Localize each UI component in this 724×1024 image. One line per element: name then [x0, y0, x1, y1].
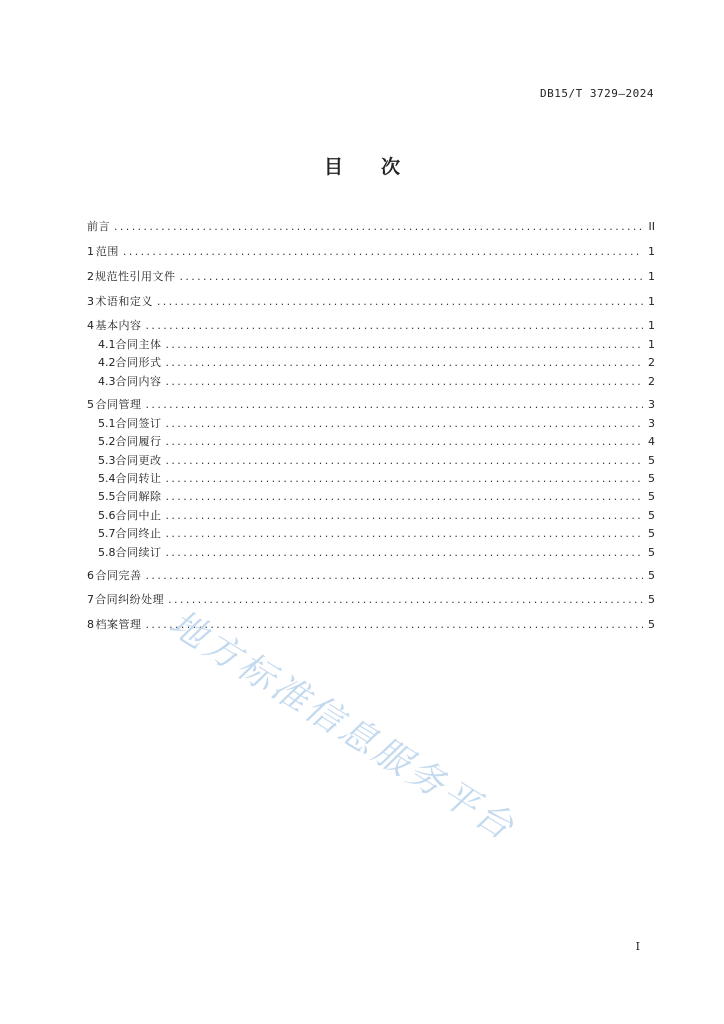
- toc-entry[interactable]: [87, 508, 655, 524]
- toc-entry[interactable]: [87, 219, 655, 235]
- toc-entry-number: 5.7: [98, 527, 116, 540]
- toc-leader-dots: [168, 592, 643, 608]
- toc-entry-number: 8: [87, 618, 94, 631]
- toc-entry-page: 1: [648, 270, 655, 283]
- toc-entry-number: 4: [87, 319, 94, 332]
- toc-entry-title: 规范性引用文件: [94, 270, 176, 283]
- toc-entry-title: 合同解除: [115, 490, 162, 503]
- watermark: 地方标准信息服务平台: [162, 602, 523, 850]
- toc-entry-number: 6: [87, 569, 94, 582]
- toc-leader-dots: [179, 269, 643, 285]
- toc-entry-title: 合同主体: [115, 338, 162, 351]
- toc-entry-number: 4.3: [98, 375, 116, 388]
- toc-entry-page: 5: [648, 618, 655, 631]
- toc-entry-number: 1: [87, 245, 94, 258]
- footer-page-number: I: [635, 940, 640, 953]
- toc-entry-title: 合同更改: [115, 454, 162, 467]
- toc-entry-page: 3: [648, 417, 655, 430]
- toc-entry[interactable]: [87, 471, 655, 487]
- toc-entry[interactable]: [87, 244, 655, 260]
- toc-entry[interactable]: [87, 355, 655, 371]
- toc-leader-dots: [166, 416, 644, 432]
- toc-leader-dots: [123, 244, 643, 260]
- toc-entry[interactable]: [87, 269, 655, 285]
- toc-entry-page: 5: [648, 569, 655, 582]
- toc-entry[interactable]: [87, 489, 655, 505]
- toc-entry-page: 4: [648, 435, 655, 448]
- toc-entry-number: 5.4: [98, 472, 116, 485]
- toc-entry-number: 5.8: [98, 546, 116, 559]
- toc-entry[interactable]: [87, 434, 655, 450]
- toc-entry-page: 2: [648, 356, 655, 369]
- page-title-char-2: 次: [381, 156, 401, 178]
- toc-entry[interactable]: [87, 318, 655, 334]
- toc-entry[interactable]: [87, 526, 655, 542]
- toc-entry-number: 5.5: [98, 490, 116, 503]
- toc-entry-page: 5: [648, 546, 655, 559]
- toc-leader-dots: [157, 294, 643, 310]
- toc-entry-page: 1: [648, 245, 655, 258]
- toc-entry-title: 合同签订: [115, 417, 162, 430]
- toc-entry[interactable]: [87, 416, 655, 432]
- toc-leader-dots: [166, 526, 644, 542]
- toc-entry-title: 合同管理: [95, 398, 142, 411]
- toc-entry-page: 5: [648, 527, 655, 540]
- toc-entry-number: 2: [87, 270, 94, 283]
- standard-code: DB15/T 3729—2024: [540, 87, 654, 100]
- toc-entry-number: 3: [87, 295, 94, 308]
- toc-entry-page: 2: [648, 375, 655, 388]
- toc-leader-dots: [146, 397, 643, 413]
- toc-entry-title: 合同完善: [95, 569, 142, 582]
- toc-entry-title: 范围: [95, 245, 119, 258]
- toc-leader-dots: [166, 471, 644, 487]
- toc-leader-dots: [146, 568, 643, 584]
- toc-entry-title: 术语和定义: [95, 295, 153, 308]
- toc-entry[interactable]: [87, 397, 655, 413]
- toc-entry-title: 档案管理: [95, 618, 142, 631]
- toc-entry-page: 3: [648, 398, 655, 411]
- toc-entry-title: 合同履行: [115, 435, 162, 448]
- toc-entry-page: 5: [648, 472, 655, 485]
- toc-entry-page: 5: [648, 490, 655, 503]
- toc-entry-page: 5: [648, 509, 655, 522]
- toc-entry-number: 4.2: [98, 356, 116, 369]
- toc-entry-title: 合同纠纷处理: [95, 593, 165, 606]
- toc-leader-dots: [166, 489, 644, 505]
- toc-entry-number: 5.2: [98, 435, 116, 448]
- toc-entry[interactable]: [87, 374, 655, 390]
- toc-entry[interactable]: [87, 545, 655, 561]
- toc-entry-title: 合同内容: [115, 375, 162, 388]
- toc-entry-title: 合同形式: [115, 356, 162, 369]
- toc-leader-dots: [166, 434, 644, 450]
- toc-leader-dots: [166, 453, 644, 469]
- toc-entry-number: 5.3: [98, 454, 116, 467]
- toc-entry-title: 合同续订: [115, 546, 162, 559]
- toc-entry-page: II: [648, 220, 655, 233]
- toc-entry[interactable]: [87, 294, 655, 310]
- toc-entry-page: 1: [648, 338, 655, 351]
- toc-leader-dots: [166, 355, 644, 371]
- toc-entry[interactable]: [87, 592, 655, 608]
- toc-entry-title: 合同转让: [115, 472, 162, 485]
- toc-entry-number: 4.1: [98, 338, 116, 351]
- toc-entry-title: 前言: [87, 220, 110, 233]
- toc-leader-dots: [166, 508, 644, 524]
- toc-entry-page: 5: [648, 454, 655, 467]
- toc-entry-number: 7: [87, 593, 94, 606]
- toc-entry-number: 5: [87, 398, 94, 411]
- toc-entry[interactable]: [87, 453, 655, 469]
- toc-entry-title: 基本内容: [95, 319, 142, 332]
- toc-leader-dots: [166, 374, 644, 390]
- toc-entry-page: 1: [648, 295, 655, 308]
- toc-entry-page: 1: [648, 319, 655, 332]
- toc-entry[interactable]: [87, 337, 655, 353]
- toc-entry-title: 合同中止: [115, 509, 162, 522]
- toc-leader-dots: [166, 337, 644, 353]
- toc-leader-dots: [166, 545, 644, 561]
- toc-leader-dots: [146, 318, 643, 334]
- toc-entry-number: 5.1: [98, 417, 116, 430]
- page-title-char-1: 目: [323, 156, 343, 178]
- toc-entry[interactable]: [87, 568, 655, 584]
- toc-entry-title: 合同终止: [115, 527, 162, 540]
- toc-entry-page: 5: [648, 593, 655, 606]
- toc-leader-dots: [114, 219, 643, 235]
- page-title: [0, 152, 724, 179]
- toc-entry-number: 5.6: [98, 509, 116, 522]
